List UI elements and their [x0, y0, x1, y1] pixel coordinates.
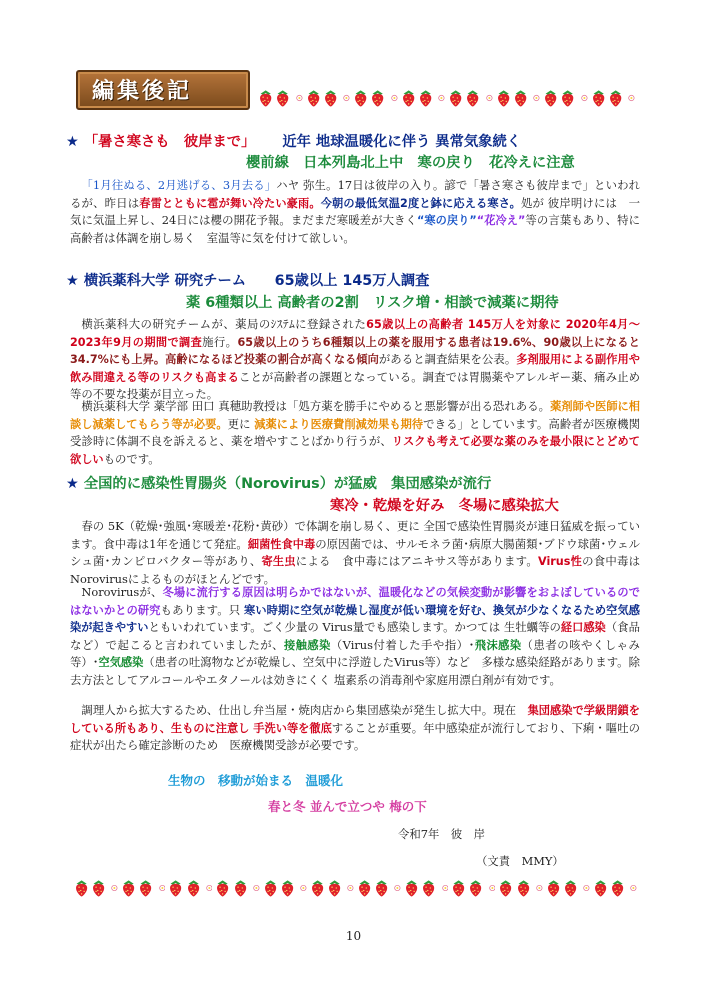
- strawberry-icon: [327, 877, 342, 899]
- flower-icon: [583, 884, 590, 892]
- text-run: （患者の咳やくしゃみ等）･: [70, 637, 640, 670]
- section1-paragraph: [70, 177, 640, 247]
- text-run: 接触感染: [284, 638, 331, 652]
- strawberry-icon: [591, 87, 606, 109]
- text-run: 細菌性食中毒: [247, 537, 316, 551]
- strawberry-icon: [323, 87, 338, 109]
- section1-quote-title: 「暑さ寒さも 彼岸まで」: [83, 134, 256, 150]
- text-run: の食中毒はNorovirusによるものがほとんどです。: [70, 554, 640, 586]
- text-run: 寄生虫: [261, 555, 296, 569]
- strawberry-border-top: [258, 86, 638, 110]
- strawberry-icon: [543, 87, 558, 109]
- strawberry-icon: [421, 877, 436, 899]
- section1-subtitle: 近年 地球温暖化に伴う 異常気象続く: [282, 134, 522, 150]
- strawberry-icon: [563, 877, 578, 899]
- text-run: リスクも考えて必要な薬のみを最小限にとどめて欲しい: [70, 435, 640, 466]
- flower-icon: [394, 884, 401, 892]
- signature-author: （文責 MMY）: [476, 854, 564, 868]
- section2-heading-line2: 薬 6種類以上 高齢者の2割 リスク増・相談で減薬に期待: [186, 295, 559, 311]
- strawberry-border-bottom: [74, 876, 640, 900]
- text-run: 春雷とともに雹が舞い冷たい豪雨。: [139, 196, 321, 210]
- section3-paragraph-1: [70, 518, 640, 588]
- text-run: （患者の吐瀉物などが乾燥し、空気中に浮遊したVirus等）など 多様な感染経路があります。除去方法としてアルコールやエタノールは効きにくく 塩素系の消毒剤や家庭用漂白剤が有効です。: [70, 655, 640, 687]
- strawberry-icon: [610, 877, 625, 899]
- strawberry-icon: [465, 87, 480, 109]
- text-run: Norovirusが、: [81, 585, 163, 599]
- strawberry-icon: [233, 877, 248, 899]
- section3-heading-line2: 寒冷・乾燥を好み 冬場に感染拡大: [330, 498, 559, 514]
- text-run: 「1月往ぬる、2月逃げる、3月去る」: [81, 178, 277, 192]
- text-run: することが重要。年中感染症が流行しており、下痢・嘔吐の症状が出たら確定診断のため 医療機関受診が必要です。: [70, 720, 640, 753]
- flower-icon: [343, 94, 350, 102]
- text-run: 多剤服用による副作用や飲み間違える等のリスクも高まる: [70, 353, 640, 384]
- strawberry-icon: [404, 877, 419, 899]
- text-run: できる」としています。高齢者が医療機関受診時に体調不良を訴えると、薬を増やすことばかり行うが、: [70, 416, 640, 449]
- section3-paragraph-2: [70, 584, 640, 690]
- text-run: 調理人から拡大するため、仕出し弁当屋・焼肉店から集団感染が発生し拡大中。現在: [81, 703, 528, 717]
- flower-icon: [300, 884, 307, 892]
- flower-icon: [630, 884, 637, 892]
- text-run: 集団感染で学級閉鎖をしている所もあり、生ものに注意し 手洗い等を徹底: [70, 704, 640, 735]
- text-run: 処が 彼岸明けには 一気に気温上昇し、24日には櫻の開花予報。まだまだ寒暖差が大きく: [70, 195, 640, 228]
- strawberry-icon: [418, 87, 433, 109]
- flower-icon: [296, 94, 303, 102]
- section1-heading-line1: [66, 131, 521, 151]
- text-run: による 食中毒にはアニキサス等があります。: [295, 554, 538, 569]
- text-run: 65歳以上の高齢者 145万人を対象に 2020年4月～2023年9月の期間で調査: [70, 318, 640, 349]
- strawberry-icon: [498, 877, 513, 899]
- star-icon: ★: [66, 273, 79, 289]
- section3-heading-line1: [66, 473, 491, 493]
- section3-title: 全国的に感染性胃腸炎（Norovirus）が猛威 集団感染が流行: [83, 476, 492, 492]
- strawberry-icon: [168, 877, 183, 899]
- strawberry-icon: [370, 87, 385, 109]
- flower-icon: [391, 94, 398, 102]
- text-run: があると調査結果を公表。: [378, 352, 517, 367]
- strawberry-icon: [263, 877, 278, 899]
- text-run: の原因菌では、サルモネラ菌･病原大腸菌類･ブドウ球菌･ウェルシュ菌･カンピロバクター等があり、: [70, 536, 640, 569]
- strawberry-icon: [451, 877, 466, 899]
- star-icon: ★: [66, 134, 79, 150]
- text-run: ハヤ 弥生。17日は彼岸の入り。諺で「暑さ寒さも彼岸まで」といわれるが、昨日は: [70, 178, 640, 210]
- flower-icon: [628, 94, 635, 102]
- text-run: 横浜薬科大の研究チームが、薬局のｼｽﾃﾑに登録された: [81, 317, 367, 331]
- flower-icon: [486, 94, 493, 102]
- strawberry-icon: [91, 877, 106, 899]
- haiku-line-1: 生物の 移動が始まる 温暖化: [168, 773, 344, 788]
- strawberry-icon: [215, 877, 230, 899]
- section2-title: 横浜薬科大学 研究チーム 65歳以上 145万人調査: [83, 273, 430, 289]
- strawberry-icon: [560, 87, 575, 109]
- text-run: 65歳以上のうち6種類以上の薬を服用する患者は19.6%、90歳以上になると34.7%にも上昇。高齢になるほど投薬の割合が高くなる傾向: [70, 335, 640, 367]
- text-run: 冬場に流行する原因は明らかではないが、温暖化などの気候変動が影響をおよぼしているのではないかとの研究: [70, 586, 640, 617]
- strawberry-icon: [468, 877, 483, 899]
- text-run: 飛沫感染: [474, 638, 522, 652]
- strawberry-icon: [593, 877, 608, 899]
- flower-icon: [347, 884, 354, 892]
- text-run: （食品など）で起こると言われていましたが、: [70, 620, 640, 652]
- flower-icon: [253, 884, 260, 892]
- text-run: “寒の戻り”: [416, 214, 477, 228]
- strawberry-icon: [546, 877, 561, 899]
- section3-paragraph-3: [70, 702, 640, 755]
- text-run: 経口感染: [560, 621, 606, 635]
- text-run: 横浜薬科大学 薬学部 田口 真穂助教授は「処方薬を勝手にやめると悪影響が出る恐れある。: [81, 399, 551, 413]
- flower-icon: [111, 884, 118, 892]
- text-run: 今朝の最低気温2度と鉢に応える寒さ。: [320, 196, 521, 210]
- strawberry-icon: [310, 877, 325, 899]
- text-run: 施行。: [202, 334, 238, 349]
- text-run: 薬剤師や医師に相談し減薬してもらう等が必要。: [70, 400, 640, 431]
- section2-heading-line1: [66, 270, 429, 290]
- flower-icon: [159, 884, 166, 892]
- flower-icon: [536, 884, 543, 892]
- text-run: ともいわれています。ごく少量の Virus量でも感染します。かつては 生牡蠣等の: [148, 620, 561, 635]
- flower-icon: [438, 94, 445, 102]
- text-run: ものです。: [103, 451, 160, 466]
- strawberry-icon: [280, 877, 295, 899]
- text-run: 減薬により医療費削減効果も期待: [254, 417, 424, 431]
- flower-icon: [581, 94, 588, 102]
- flower-icon: [442, 884, 449, 892]
- text-run: 空気感染: [98, 656, 144, 670]
- strawberry-icon: [275, 87, 290, 109]
- signature-date: 令和7年 彼 岸: [398, 827, 485, 841]
- strawberry-icon: [357, 877, 372, 899]
- haiku-line-2: 春と冬 並んで立つや 梅の下: [268, 799, 427, 814]
- section2-paragraph-1: [70, 316, 640, 404]
- strawberry-icon: [121, 877, 136, 899]
- section1-heading-line2: 櫻前線 日本列島北上中 寒の戻り 花冷えに注意: [246, 155, 575, 171]
- strawberry-icon: [513, 87, 528, 109]
- text-run: 更に: [227, 416, 255, 431]
- flower-icon: [206, 884, 213, 892]
- strawberry-icon: [608, 87, 623, 109]
- text-run: Virus性: [537, 555, 583, 569]
- strawberry-icon: [401, 87, 416, 109]
- section2-paragraph-2: [70, 398, 640, 468]
- text-run: 寒い時期に空気が乾燥し湿度が低い環境を好む、換気が少なくなるため空気感染が起きやすい: [70, 603, 640, 635]
- star-icon: ★: [66, 476, 79, 492]
- page-number: 10: [345, 929, 362, 943]
- strawberry-icon: [353, 87, 368, 109]
- text-run: （Virus付着した手や指）･: [330, 637, 475, 652]
- flower-icon: [533, 94, 540, 102]
- text-run: もあります。只: [160, 602, 245, 617]
- strawberry-icon: [74, 877, 89, 899]
- strawberry-icon: [496, 87, 511, 109]
- text-run: ことが高齢者の課題となっている。調査では胃腸薬やアレルギー薬、痛み止め等の不要な投薬が目立った。: [70, 369, 641, 402]
- strawberry-icon: [516, 877, 531, 899]
- strawberry-icon: [306, 87, 321, 109]
- text-run: 春の 5K（乾燥･強風･寒暖差･花粉･黄砂）で体調を崩し易く、更に 全国で感染性胃腸炎が連日猛威を振っています。食中毒は1年を通じて発症。: [70, 519, 640, 551]
- strawberry-icon: [448, 87, 463, 109]
- strawberry-icon: [374, 877, 389, 899]
- text-run: 等の言葉もあり、特に高齢者は体調を崩し易く 室温等に気を付けて欲しい。: [70, 213, 640, 245]
- flower-icon: [489, 884, 496, 892]
- strawberry-icon: [258, 87, 273, 109]
- text-run: “花冷え”: [476, 214, 526, 228]
- strawberry-icon: [138, 877, 153, 899]
- page-title-banner: 編集後記: [76, 70, 250, 110]
- strawberry-icon: [186, 877, 201, 899]
